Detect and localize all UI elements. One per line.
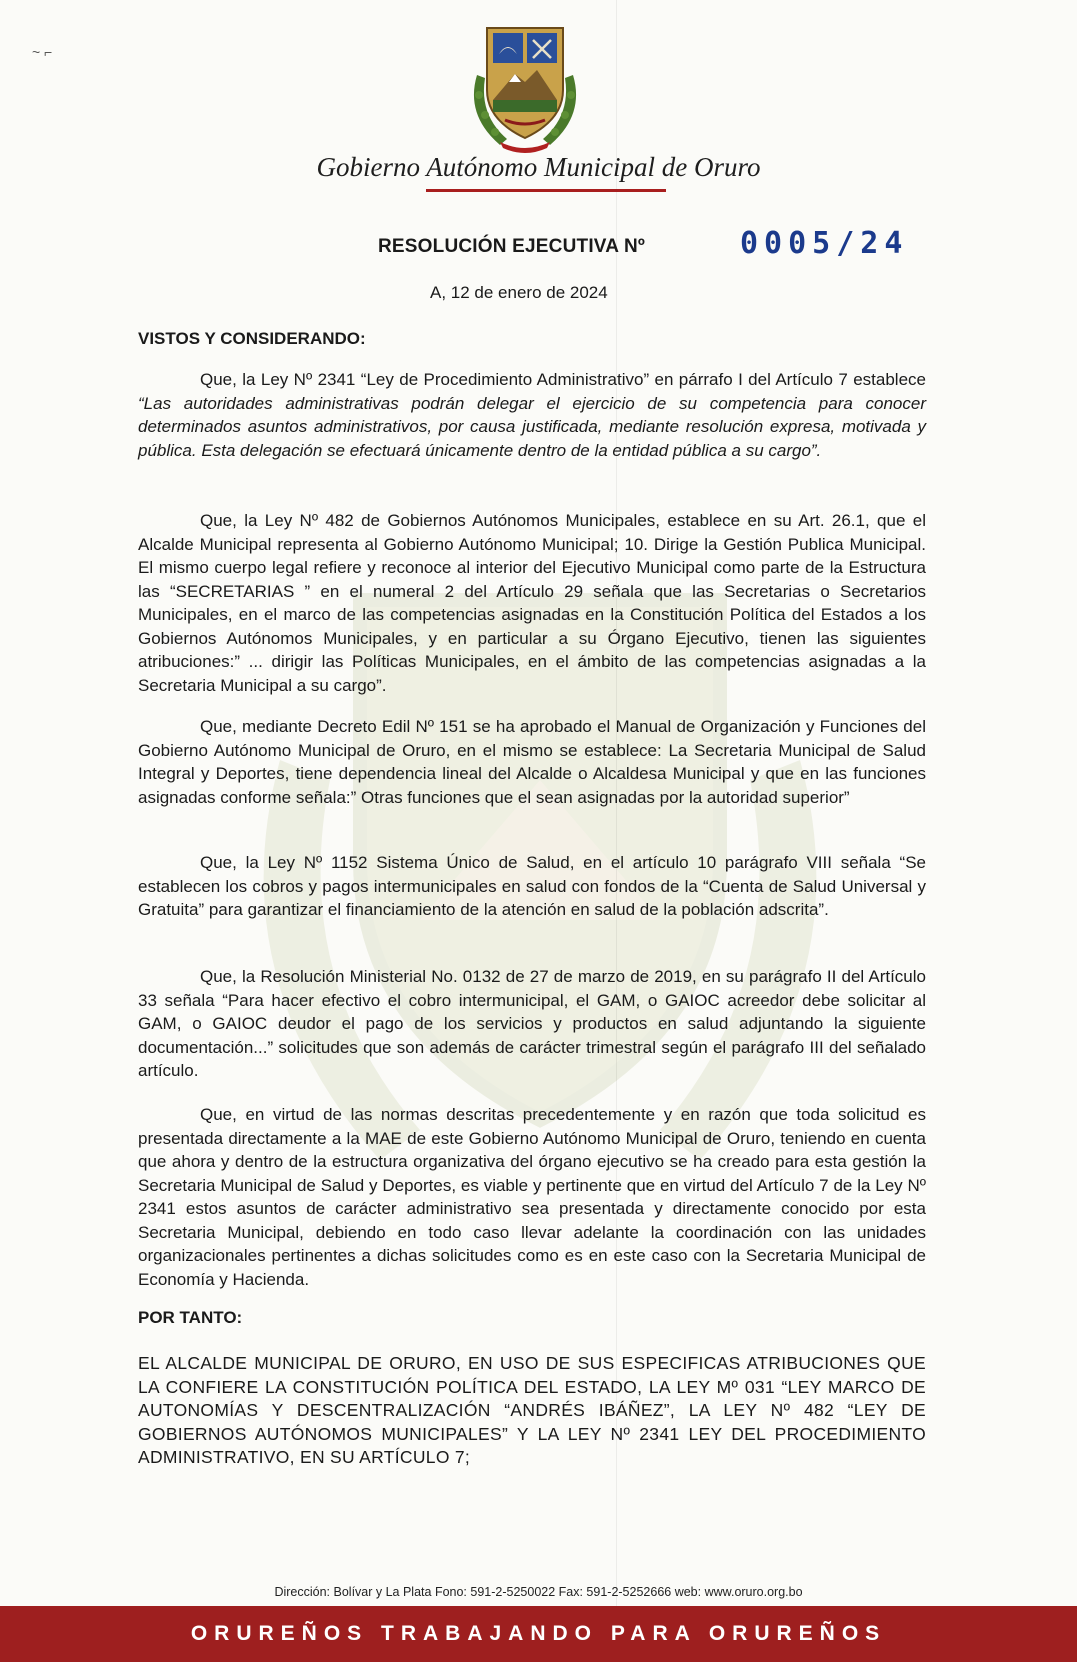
footer-banner [0, 1606, 1077, 1662]
footer-address: Dirección: Bolívar y La Plata Fono: 591-2-5250022 Fax: 591-2-5252666 web: www.oruro.org.bo [274, 1585, 803, 1599]
paragraph-ley-2341 [138, 368, 926, 462]
paragraph-text: Que, mediante Decreto Edil Nº 151 se ha aprobado el Manual de Organización y Funciones del Gobierno Autónomo Municipal de Oruro, en el mismo se establece: La Secretaria Municipal de Salud Integral y Deportes, tiene dependencia lineal del Alcalde o Alcaldesa Municipal y que en las funciones asignadas conforme señala:” Otras funciones que el sean asignadas por la autoridad superior” [138, 717, 926, 807]
paragraph-text: Que, la Ley Nº 2341 “Ley de Procedimiento Administrativo” en párrafo I del Artículo 7 establece [200, 370, 926, 389]
resolution-title: RESOLUCIÓN EJECUTIVA Nº [378, 236, 646, 257]
scan-artifact-icon: ~ ⌐ [32, 44, 53, 60]
paragraph-decreto-151 [138, 715, 926, 809]
institution-title: Gobierno Autónomo Municipal de Oruro [316, 152, 761, 182]
paragraph-text: Que, la Ley Nº 1152 Sistema Único de Salud, en el artículo 10 parágrafo VIII señala “Se establecen los cobros y pagos intermunicipales en salud con fondos de la “Cuenta de Salud Universal y Gratuita” para garantizar el financiamiento de la atención en salud de la población adscrita”. [138, 853, 926, 919]
section-vistos-heading: VISTOS Y CONSIDERANDO: [138, 329, 366, 348]
paragraph-text: Que, la Ley Nº 482 de Gobiernos Autónomos Municipales, establece en su Art. 26.1, que el Alcalde Municipal representa al Gobierno Autónomo Municipal; 10. Dirige la Gestión Publica Municipal. El mismo cuerpo legal refiere y reconoce al interior del Ejecutivo Municipal como parte de la Estructura las “SECRETARIAS ” en el numeral 2 del Artículo 29 señala que las Secretarias o Secretarios Municipales, en el marco de las competencias asignadas en la Constitución Política del Estados a los Gobiernos Autónomos Municipales, y en particular a su Órgano Ejecutivo, tienen las siguientes atribuciones:” ... dirigir las Políticas Municipales, en el ámbito de las competencias asignadas a la Secretaria Municipal a su cargo”. [138, 511, 926, 695]
footer-slogan: ORUREÑOS TRABAJANDO PARA ORUREÑOS [190, 1622, 887, 1645]
paragraph-text: Que, en virtud de las normas descritas precedentemente y en razón que toda solicitud es presentada directamente a la MAE de este Gobierno Autónomo Municipal de Oruro, teniendo en cuenta que ahora y dentro de la estructura organizativa del órgano ejecutivo se ha creado para esta gestión la Secretaria Municipal de Salud y Deportes, es viable y pertinente que en virtud del Artículo 7 de la Ley Nº 2341 estos asuntos de carácter administrativo sea presentada y directamente conocido por esta Secretaria Municipal, debiendo en todo caso llevar adelante la coordinación con las unidades organizacionales pertinentes a dichas solicitudes como es en este caso con la Secretaria Municipal de Economía y Hacienda. [138, 1105, 926, 1289]
section-por-tanto-heading: POR TANTO: [138, 1308, 243, 1327]
paragraph-resolucion-ministerial [138, 965, 926, 1083]
paragraph-alcalde-atribuciones [138, 1352, 926, 1470]
resolution-date: A, 12 de enero de 2024 [430, 283, 608, 302]
resolution-number-stamp: 0005/24 [740, 226, 909, 261]
paragraph-text: EL ALCALDE MUNICIPAL DE ORURO, EN USO DE SUS ESPECIFICAS ATRIBUCIONES QUE LA CONFIERE LA CONSTITUCIÓN POLÍTICA DEL ESTADO, LA LEY Mº 031 “LEY MARCO DE AUTONOMÍAS Y DESCENTRALIZACIÓN “ANDRÉS IBÁÑEZ”, LA LEY Nº 482 “LEY DE GOBIERNOS AUTÓNOMOS MUNICIPALES” Y LA LEY Nº 2341 LEY DEL PROCEDIMIENTO ADMINISTRATIVO, EN SU ARTÍCULO 7; [138, 1353, 926, 1467]
paragraph-ley-1152 [138, 851, 926, 922]
coat-of-arms-emblem [455, 20, 595, 160]
paragraph-ley-482 [138, 509, 926, 697]
paragraph-conclusion [138, 1103, 926, 1291]
paragraph-quote: “Las autoridades administrativas podrán delegar el ejercicio de su competencia para conocer determinados asuntos administrativos, por causa justificada, mediante resolución expresa, motivada y pública. Esta delegación se efectuará únicamente dentro de la entidad pública a su cargo”. [138, 393, 926, 460]
title-underline [426, 189, 666, 192]
paragraph-text: Que, la Resolución Ministerial No. 0132 de 27 de marzo de 2019, en su parágrafo II del Artículo 33 señala “Para hacer efectivo el cobro intermunicipal, el GAM, o GAIOC acreedor debe solicitar al GAM, o GAIOC deudor el pago de los servicios y productos en salud adjuntando la siguiente documentación...” solicitudes que son además de carácter trimestral según el parágrafo III del señalado artículo. [138, 967, 926, 1080]
